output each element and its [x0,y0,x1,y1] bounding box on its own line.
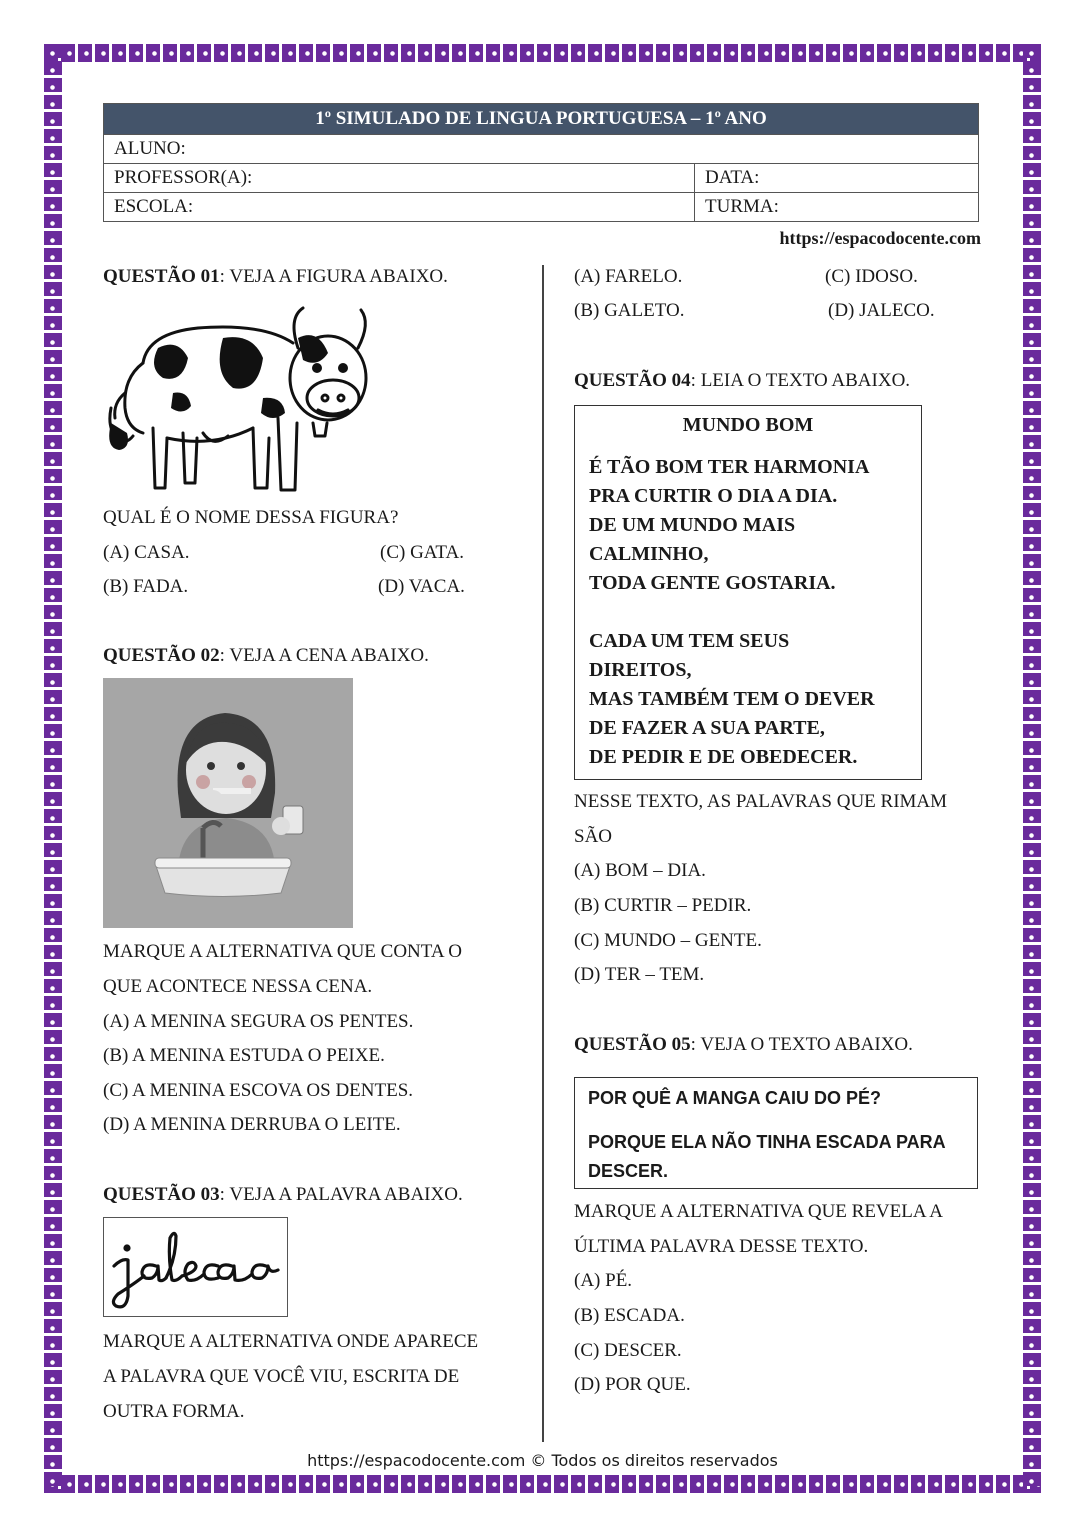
q5-prompt: : VEJA O TEXTO ABAIXO. [690,1034,913,1055]
q2-option-b[interactable]: (B) A MENINA ESTUDA O PEIXE. [103,1045,385,1066]
q4-heading [574,370,910,392]
q1-option-d[interactable]: (D) VACA. [378,576,465,597]
q2-option-a[interactable]: (A) A MENINA SEGURA OS PENTES. [103,1011,414,1032]
poem-box [574,405,922,780]
poem-line-5: TODA GENTE GOSTARIA. [589,572,836,594]
joke-line-3: DESCER. [588,1161,669,1181]
exam-title: 1º SIMULADO DE LINGUA PORTUGUESA – 1º ANO [104,104,979,135]
q1-option-a[interactable]: (A) CASA. [103,542,190,563]
poem-title: MUNDO BOM [682,414,814,436]
q4-option-c[interactable]: (C) MUNDO – GENTE. [574,930,762,951]
q3-heading [103,1184,463,1206]
q1-option-c[interactable]: (C) GATA. [380,542,464,563]
footer-copyright: https://espacodocente.com © Todos os direitos reservados [307,1451,778,1470]
q5-option-c[interactable]: (C) DESCER. [574,1340,682,1361]
q4-option-b[interactable]: (B) CURTIR – PEDIR. [574,895,752,916]
q3-question-line-1: MARQUE A ALTERNATIVA ONDE APARECE [103,1331,479,1352]
q5-option-d[interactable]: (D) POR QUE. [574,1374,691,1395]
site-url-top[interactable]: https://espacodocente.com [779,228,981,248]
girl-brushing-teeth-icon [103,678,353,928]
decorative-border-left [44,44,62,1493]
decorative-border-top [44,44,1041,62]
q5-heading [574,1034,913,1056]
q3-option-d[interactable]: (D) JALECO. [828,300,935,321]
q4-prompt: : LEIA O TEXTO ABAIXO. [690,370,911,391]
q1-heading [103,266,448,288]
poem-line-7: DIREITOS, [589,659,692,681]
q3-option-b[interactable]: (B) GALETO. [574,300,685,321]
q3-option-c[interactable]: (C) IDOSO. [825,266,918,287]
q3-question-line-3: OUTRA FORMA. [103,1401,245,1422]
q1-prompt: : VEJA A FIGURA ABAIXO. [219,266,448,287]
q2-question-line-2: QUE ACONTECE NESSA CENA. [103,976,373,997]
q5-question-line-2: ÚLTIMA PALAVRA DESSE TEXTO. [574,1236,869,1257]
poem-line-8: MAS TAMBÉM TEM O DEVER [589,688,875,710]
poem-line-1: É TÃO BOM TER HARMONIA [589,456,870,478]
q5-option-a[interactable]: (A) PÉ. [574,1270,633,1291]
q2-option-c[interactable]: (C) A MENINA ESCOVA OS DENTES. [103,1080,414,1101]
q4-option-d[interactable]: (D) TER – TEM. [574,964,705,985]
decorative-border-bottom [44,1475,1041,1493]
poem-line-6: CADA UM TEM SEUS [589,630,790,652]
professor-field[interactable]: PROFESSOR(A): [104,164,695,193]
aluno-field[interactable]: ALUNO: [104,135,979,164]
student-info-table [103,103,979,222]
q5-label: QUESTÃO 05 [574,1034,691,1055]
poem-line-3: DE UM MUNDO MAIS [589,514,796,536]
cow-icon [103,298,373,498]
joke-line-2: PORQUE ELA NÃO TINHA ESCADA PARA [588,1132,946,1152]
q3-question-line-2: A PALAVRA QUE VOCÊ VIU, ESCRITA DE [103,1366,460,1387]
poem-line-4: CALMINHO, [589,543,709,565]
q4-label: QUESTÃO 04 [574,370,691,391]
joke-line-1: POR QUÊ A MANGA CAIU DO PÉ? [588,1088,882,1108]
q5-option-b[interactable]: (B) ESCADA. [574,1305,685,1326]
q1-option-b[interactable]: (B) FADA. [103,576,189,597]
q2-heading [103,645,429,667]
q4-question-line-2: SÃO [574,826,613,847]
data-field[interactable]: DATA: [695,164,979,193]
q4-question-line-1: NESSE TEXTO, AS PALAVRAS QUE RIMAM [574,791,948,812]
q1-question: QUAL É O NOME DESSA FIGURA? [103,507,399,528]
q2-option-d[interactable]: (D) A MENINA DERRUBA O LEITE. [103,1114,401,1135]
q3-option-a[interactable]: (A) FARELO. [574,266,683,287]
escola-field[interactable]: ESCOLA: [104,193,695,222]
q2-label: QUESTÃO 02 [103,645,220,666]
q4-option-a[interactable]: (A) BOM – DIA. [574,860,706,881]
q2-question-line-1: MARQUE A ALTERNATIVA QUE CONTA O [103,941,462,962]
turma-field[interactable]: TURMA: [695,193,979,222]
poem-line-2: PRA CURTIR O DIA A DIA. [589,485,838,507]
q3-prompt: : VEJA A PALAVRA ABAIXO. [219,1184,463,1205]
cursive-word-box [103,1217,288,1317]
decorative-border-right [1023,44,1041,1493]
q2-prompt: : VEJA A CENA ABAIXO. [219,645,429,666]
q5-question-line-1: MARQUE A ALTERNATIVA QUE REVELA A [574,1201,943,1222]
q1-label: QUESTÃO 01 [103,266,220,287]
column-divider [542,265,544,1442]
joke-box [574,1077,978,1189]
poem-line-10: DE PEDIR E DE OBEDECER. [589,746,858,768]
poem-line-9: DE FAZER A SUA PARTE, [589,717,825,739]
q3-label: QUESTÃO 03 [103,1184,220,1205]
